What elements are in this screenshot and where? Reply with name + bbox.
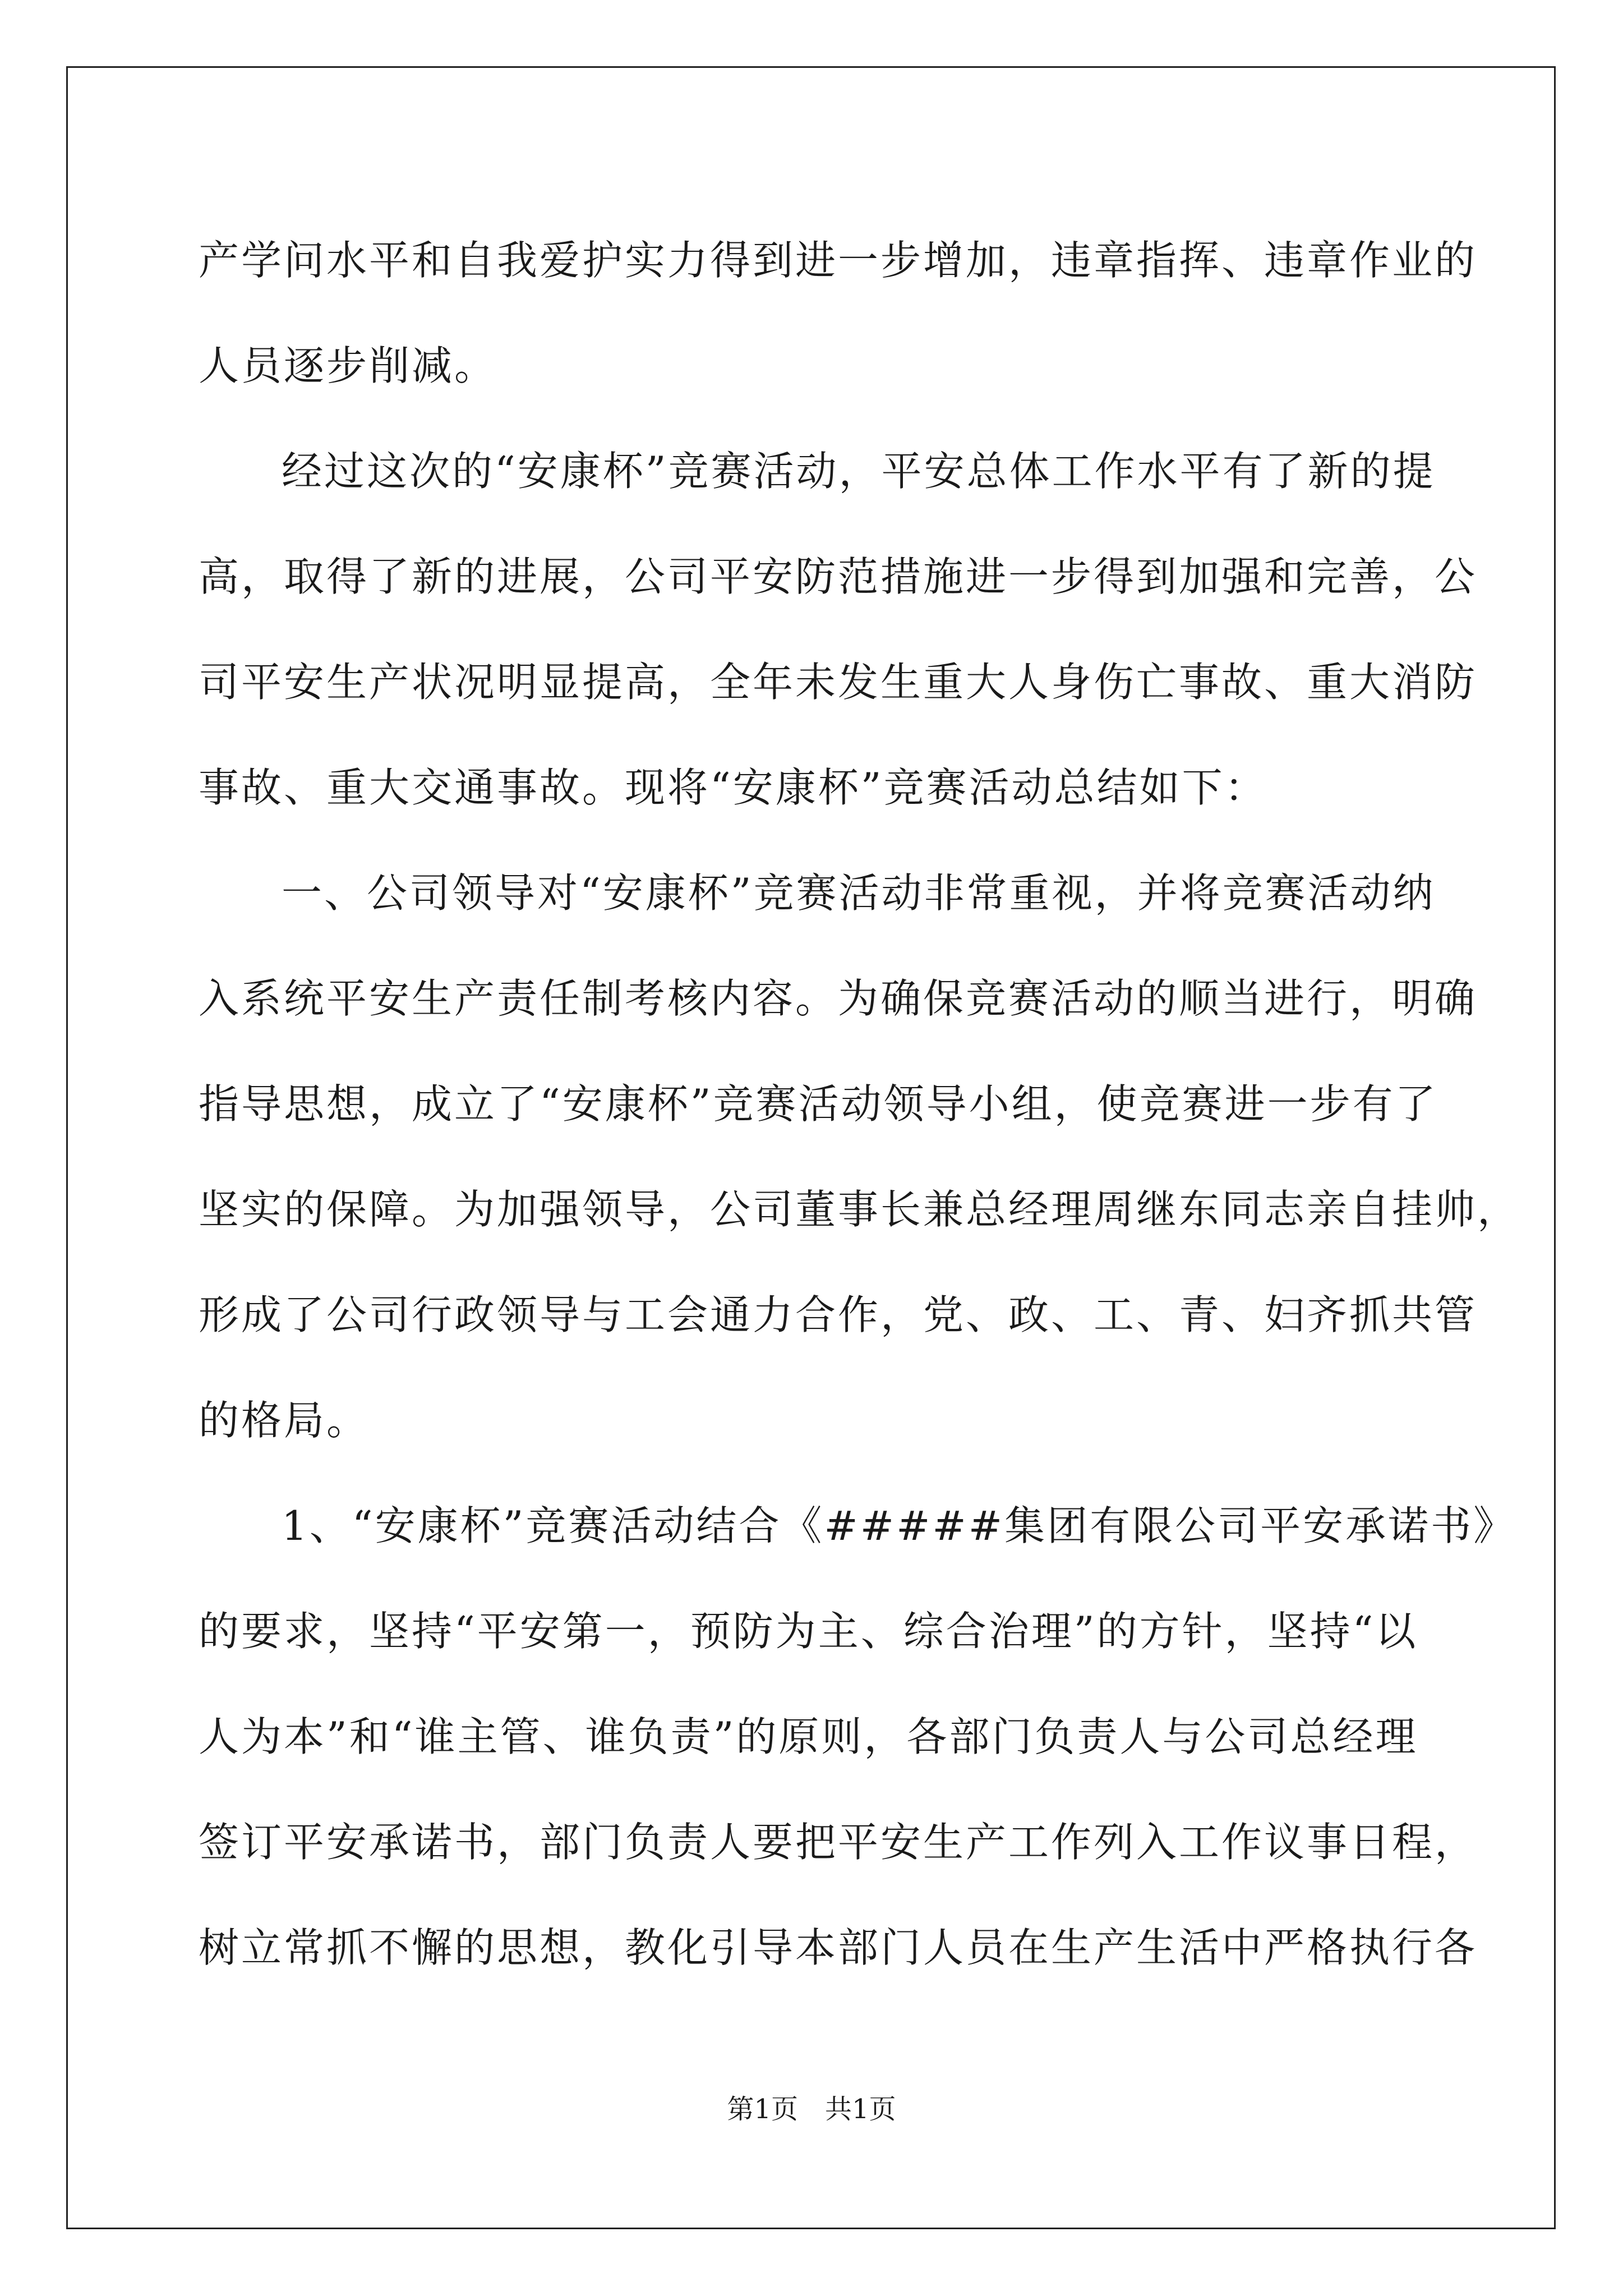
body-line: 树立常抓不懈的思想，教化引导本部门人员在生产生活中严格执行各 — [199, 1924, 1478, 1971]
paragraph-start-line: 经过这次的“安康杯”竞赛活动，平安总体工作水平有了新的提 — [282, 448, 1436, 495]
body-line: 形成了公司行政领导与工会通力合作，党、政、工、青、妇齐抓共管 — [199, 1291, 1478, 1338]
body-line: 高，取得了新的进展，公司平安防范措施进一步得到加强和完善，公 — [199, 553, 1478, 600]
body-line: 人员逐步削减。 — [199, 342, 497, 389]
body-line: 签订平安承诺书，部门负责人要把平安生产工作列入工作议事日程， — [199, 1819, 1478, 1866]
document-body — [199, 208, 1520, 2000]
page-number-footer: 第1页 共1页 — [727, 2093, 896, 2125]
body-line: 司平安生产状况明显提高，全年未发生重大人身伤亡事故、重大消防 — [199, 659, 1478, 706]
paragraph-start-line: 一、公司领导对“安康杯”竞赛活动非常重视，并将竞赛活动纳 — [282, 869, 1436, 917]
body-line: 的格局。 — [199, 1397, 370, 1444]
body-line: 入系统平安生产责任制考核内容。为确保竞赛活动的顺当进行，明确 — [199, 975, 1478, 1022]
body-line: 指导思想，成立了“安康杯”竞赛活动领导小组，使竞赛进一步有了 — [199, 1080, 1438, 1128]
body-line: 坚实的保障。为加强领导，公司董事长兼总经理周继东同志亲自挂帅， — [199, 1186, 1520, 1233]
body-line: 人为本”和“谁主管、谁负责”的原则，各部门负责人与公司总经理 — [199, 1713, 1418, 1760]
body-line: 的要求，坚持“平安第一，预防为主、综合治理”的方针，坚持“以 — [199, 1608, 1418, 1655]
body-line: 产学问水平和自我爱护实力得到进一步增加，违章指挥、违章作业的 — [199, 237, 1478, 284]
body-line: 事故、重大交通事故。现将“安康杯”竞赛活动总结如下： — [199, 764, 1267, 811]
paragraph-start-line: 1、“安康杯”竞赛活动结合《#####集团有限公司平安承诺书》 — [282, 1502, 1516, 1549]
